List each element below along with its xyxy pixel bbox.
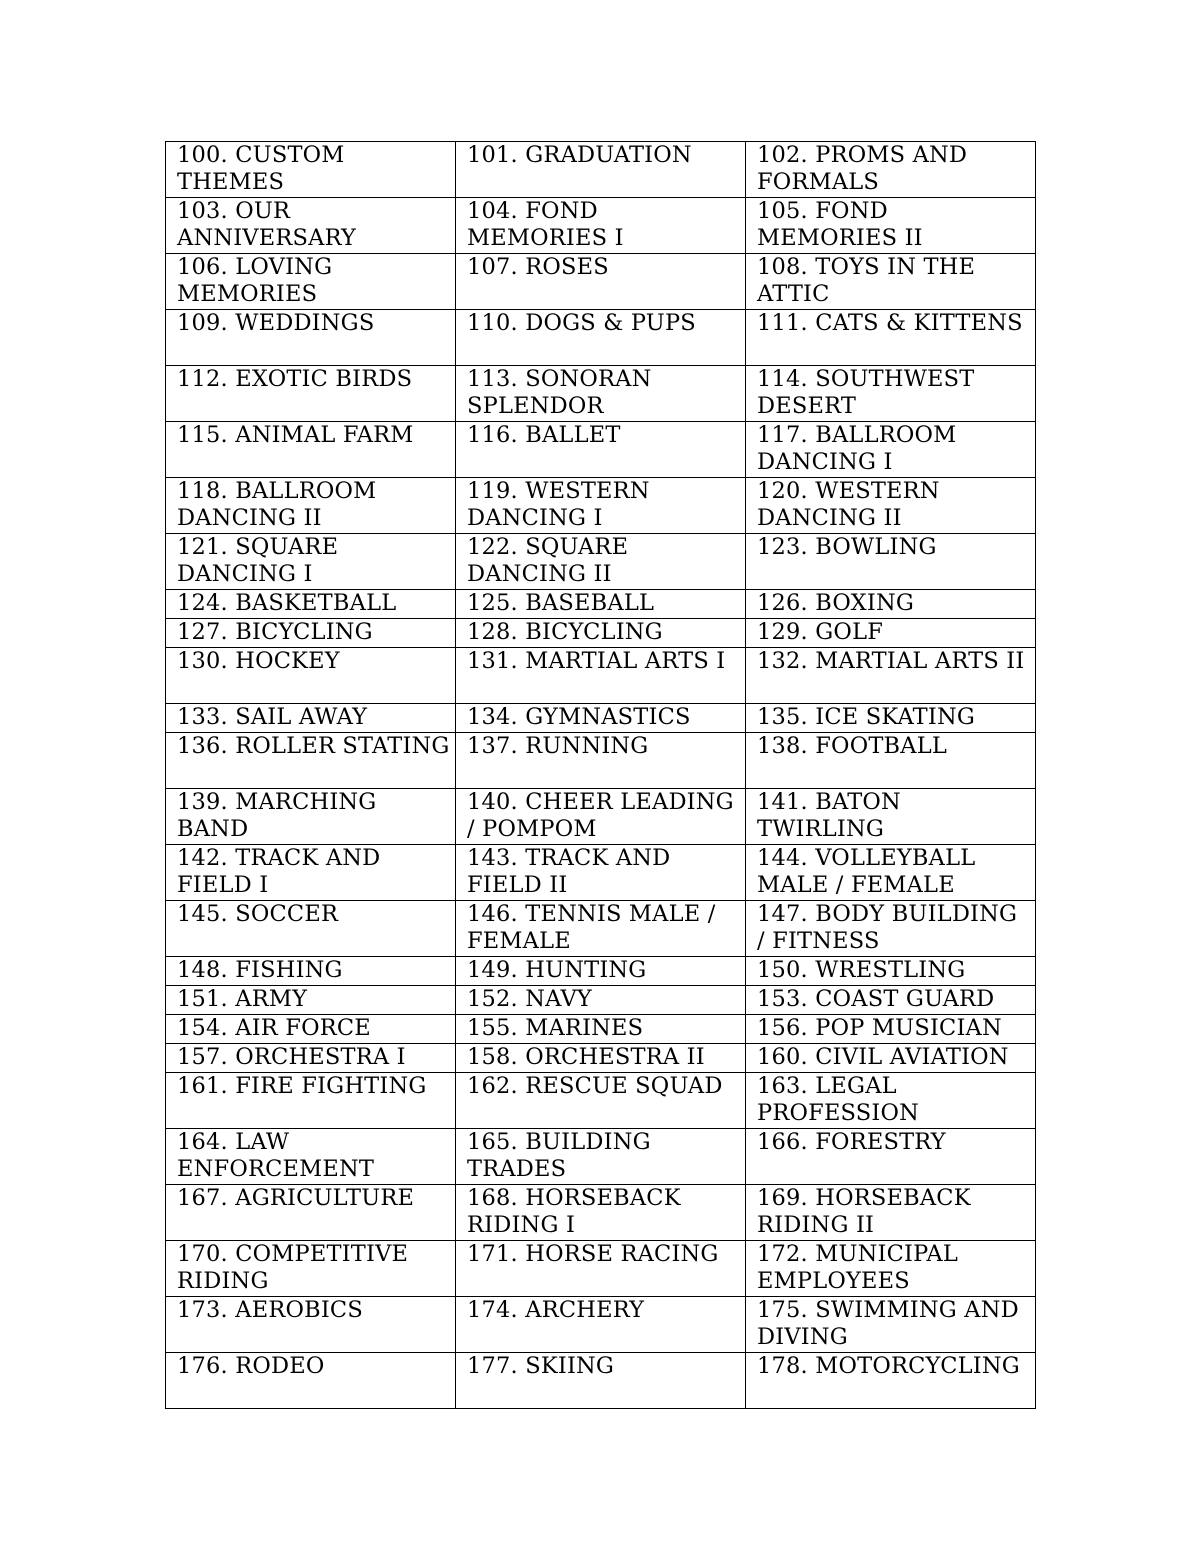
table-row — [166, 789, 1036, 845]
table-row — [166, 733, 1036, 789]
table-cell: 166. FORESTRY — [746, 1129, 1036, 1185]
table-cell: 112. EXOTIC BIRDS — [166, 366, 456, 422]
table-cell: 110. DOGS & PUPS — [456, 310, 746, 366]
table-cell: 127. BICYCLING — [166, 619, 456, 648]
table-row — [166, 901, 1036, 957]
table-cell: 133. SAIL AWAY — [166, 704, 456, 733]
table-cell: 154. AIR FORCE — [166, 1015, 456, 1044]
table-row — [166, 478, 1036, 534]
table-cell: 160. CIVIL AVIATION — [746, 1044, 1036, 1073]
table-cell: 149. HUNTING — [456, 957, 746, 986]
table-cell: 106. LOVING MEMORIES — [166, 254, 456, 310]
table-cell: 137. RUNNING — [456, 733, 746, 789]
table-cell: 172. MUNICIPAL EMPLOYEES — [746, 1241, 1036, 1297]
table-cell: 138. FOOTBALL — [746, 733, 1036, 789]
table-cell: 124. BASKETBALL — [166, 590, 456, 619]
table-row — [166, 1185, 1036, 1241]
table-cell: 177. SKIING — [456, 1353, 746, 1409]
table-row — [166, 648, 1036, 704]
table-row — [166, 986, 1036, 1015]
table-cell: 122. SQUARE DANCING II — [456, 534, 746, 590]
table-cell: 150. WRESTLING — [746, 957, 1036, 986]
table-cell: 153. COAST GUARD — [746, 986, 1036, 1015]
table-cell: 132. MARTIAL ARTS II — [746, 648, 1036, 704]
table-cell: 128. BICYCLING — [456, 619, 746, 648]
table-cell: 151. ARMY — [166, 986, 456, 1015]
table-cell: 103. OUR ANNIVERSARY — [166, 198, 456, 254]
table-cell: 113. SONORAN SPLENDOR — [456, 366, 746, 422]
table-cell: 129. GOLF — [746, 619, 1036, 648]
table-cell: 100. CUSTOM THEMES — [166, 142, 456, 198]
table-cell: 165. BUILDING TRADES — [456, 1129, 746, 1185]
table-cell: 126. BOXING — [746, 590, 1036, 619]
table-cell: 155. MARINES — [456, 1015, 746, 1044]
table-row — [166, 1044, 1036, 1073]
table-cell: 134. GYMNASTICS — [456, 704, 746, 733]
table-cell: 102. PROMS AND FORMALS — [746, 142, 1036, 198]
table-cell: 104. FOND MEMORIES I — [456, 198, 746, 254]
table-cell: 178. MOTORCYCLING — [746, 1353, 1036, 1409]
table-row — [166, 1015, 1036, 1044]
table-cell: 111. CATS & KITTENS — [746, 310, 1036, 366]
table-row — [166, 1241, 1036, 1297]
table-cell: 152. NAVY — [456, 986, 746, 1015]
table-row — [166, 1353, 1036, 1409]
table-cell: 115. ANIMAL FARM — [166, 422, 456, 478]
table-cell: 114. SOUTHWEST DESERT — [746, 366, 1036, 422]
table-row — [166, 845, 1036, 901]
table-row — [166, 957, 1036, 986]
table-cell: 176. RODEO — [166, 1353, 456, 1409]
table-cell: 117. BALLROOM DANCING I — [746, 422, 1036, 478]
table-cell: 173. AEROBICS — [166, 1297, 456, 1353]
table-cell: 170. COMPETITIVE RIDING — [166, 1241, 456, 1297]
table-cell: 168. HORSEBACK RIDING I — [456, 1185, 746, 1241]
table-row — [166, 704, 1036, 733]
table-cell: 108. TOYS IN THE ATTIC — [746, 254, 1036, 310]
table-cell: 157. ORCHESTRA I — [166, 1044, 456, 1073]
table-cell: 131. MARTIAL ARTS I — [456, 648, 746, 704]
table-row — [166, 619, 1036, 648]
table-cell: 145. SOCCER — [166, 901, 456, 957]
table-cell: 163. LEGAL PROFESSION — [746, 1073, 1036, 1129]
table-cell: 169. HORSEBACK RIDING II — [746, 1185, 1036, 1241]
table-cell: 167. AGRICULTURE — [166, 1185, 456, 1241]
table-cell: 144. VOLLEYBALL MALE / FEMALE — [746, 845, 1036, 901]
themes-table-body — [166, 142, 1036, 1409]
table-cell: 105. FOND MEMORIES II — [746, 198, 1036, 254]
table-cell: 123. BOWLING — [746, 534, 1036, 590]
table-row — [166, 254, 1036, 310]
table-cell: 174. ARCHERY — [456, 1297, 746, 1353]
table-cell: 148. FISHING — [166, 957, 456, 986]
table-cell: 162. RESCUE SQUAD — [456, 1073, 746, 1129]
table-cell: 125. BASEBALL — [456, 590, 746, 619]
table-cell: 146. TENNIS MALE / FEMALE — [456, 901, 746, 957]
table-row — [166, 422, 1036, 478]
table-row — [166, 1297, 1036, 1353]
table-row — [166, 366, 1036, 422]
table-cell: 147. BODY BUILDING / FITNESS — [746, 901, 1036, 957]
themes-table — [165, 141, 1036, 1409]
table-cell: 171. HORSE RACING — [456, 1241, 746, 1297]
table-cell: 140. CHEER LEADING / POMPOM — [456, 789, 746, 845]
table-cell: 158. ORCHESTRA II — [456, 1044, 746, 1073]
table-row — [166, 1129, 1036, 1185]
table-row — [166, 142, 1036, 198]
table-cell: 175. SWIMMING AND DIVING — [746, 1297, 1036, 1353]
table-cell: 130. HOCKEY — [166, 648, 456, 704]
table-row — [166, 198, 1036, 254]
table-cell: 121. SQUARE DANCING I — [166, 534, 456, 590]
table-cell: 116. BALLET — [456, 422, 746, 478]
table-cell: 135. ICE SKATING — [746, 704, 1036, 733]
table-cell: 101. GRADUATION — [456, 142, 746, 198]
table-cell: 141. BATON TWIRLING — [746, 789, 1036, 845]
table-cell: 164. LAW ENFORCEMENT — [166, 1129, 456, 1185]
table-cell: 107. ROSES — [456, 254, 746, 310]
table-cell: 139. MARCHING BAND — [166, 789, 456, 845]
table-cell: 136. ROLLER STATING — [166, 733, 456, 789]
table-row — [166, 534, 1036, 590]
table-row — [166, 1073, 1036, 1129]
table-cell: 118. BALLROOM DANCING II — [166, 478, 456, 534]
table-cell: 142. TRACK AND FIELD I — [166, 845, 456, 901]
table-cell: 161. FIRE FIGHTING — [166, 1073, 456, 1129]
table-cell: 120. WESTERN DANCING II — [746, 478, 1036, 534]
table-cell: 156. POP MUSICIAN — [746, 1015, 1036, 1044]
table-row — [166, 590, 1036, 619]
table-cell: 143. TRACK AND FIELD II — [456, 845, 746, 901]
table-cell: 109. WEDDINGS — [166, 310, 456, 366]
table-row — [166, 310, 1036, 366]
table-cell: 119. WESTERN DANCING I — [456, 478, 746, 534]
